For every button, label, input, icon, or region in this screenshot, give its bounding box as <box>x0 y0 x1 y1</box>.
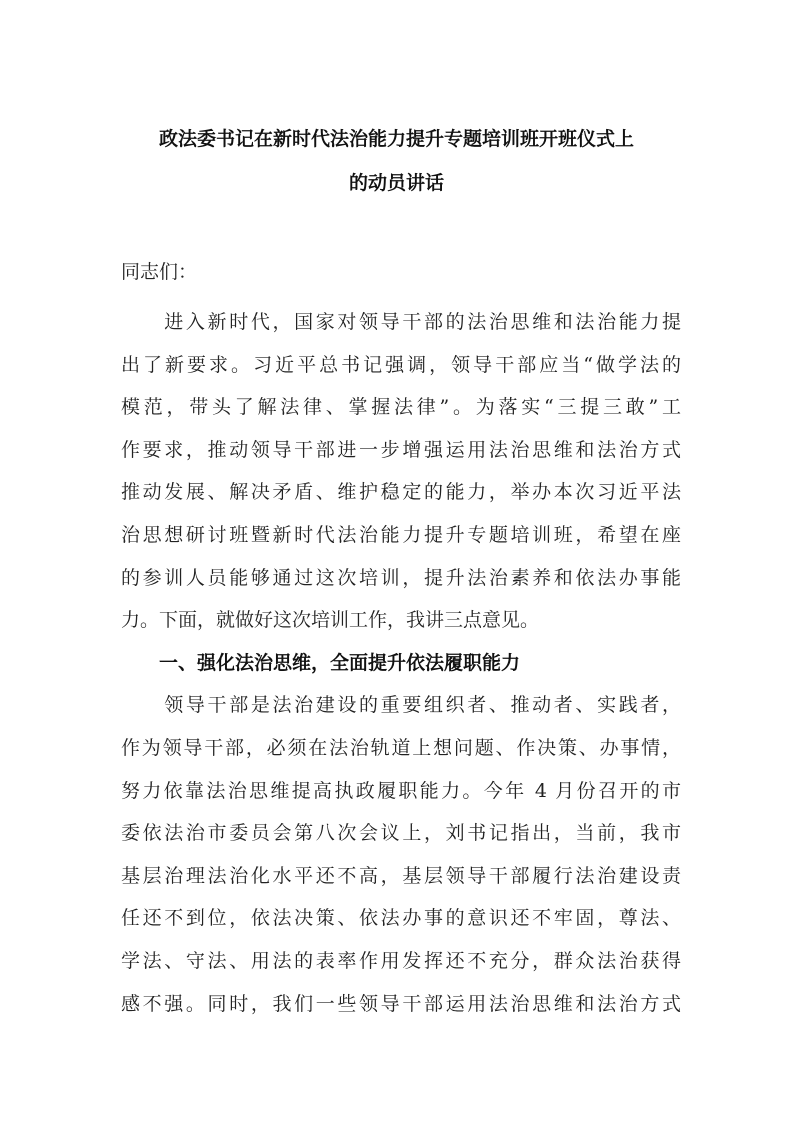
paragraph-line: 学法、守法、用法的表率作用发挥还不充分，群众法治获得 <box>121 949 681 972</box>
salutation: 同志们： <box>121 261 198 283</box>
paragraph-line: 努力依靠法治思维提高执政履职能力。今年 4 月份召开的市 <box>121 779 681 802</box>
section-heading: 一、强化法治思维，全面提升依法履职能力 <box>121 651 521 674</box>
paragraph-line: 推动发展、解决矛盾、维护稳定的能力，举办本次习近平法 <box>121 481 681 504</box>
title-line-1: 政法委书记在新时代法治能力提升专题培训班开班仪式上 <box>158 128 634 150</box>
paragraph-line: 治思想研讨班暨新时代法治能力提升专题培训班，希望在座 <box>121 523 681 546</box>
paragraph-line: 任还不到位，依法决策、依法办事的意识还不牢固，尊法、 <box>121 907 681 930</box>
paragraph-line: 作要求，推动领导干部进一步增强运用法治思维和法治方式 <box>121 438 681 461</box>
paragraph-line: 作为领导干部，必须在法治轨道上想问题、作决策、办事情， <box>121 736 681 759</box>
paragraph-line: 的参训人员能够通过这次培训，提升法治素养和依法办事能 <box>121 566 681 589</box>
paragraph-line: 委依法治市委员会第八次会议上，刘书记指出，当前，我市 <box>121 822 681 845</box>
paragraph-line: 力。下面，就做好这次培训工作，我讲三点意见。 <box>121 609 540 632</box>
paragraph-line: 领导干部是法治建设的重要组织者、推动者、实践者， <box>121 694 681 717</box>
paragraph-line: 出了新要求。习近平总书记强调，领导干部应当“做学法的 <box>121 353 681 376</box>
paragraph-line: 模范，带头了解法律、掌握法律”。为落实“三提三敢”工 <box>121 396 681 419</box>
document-title <box>100 117 693 205</box>
paragraph-line: 感不强。同时，我们一些领导干部运用法治思维和法治方式 <box>121 992 681 1015</box>
title-line-2: 的动员讲话 <box>348 172 444 194</box>
document-body <box>121 301 681 1025</box>
paragraph-line: 进入新时代，国家对领导干部的法治思维和法治能力提 <box>121 311 681 333</box>
paragraph-line: 基层治理法治化水平还不高，基层领导干部履行法治建设责 <box>121 864 681 887</box>
